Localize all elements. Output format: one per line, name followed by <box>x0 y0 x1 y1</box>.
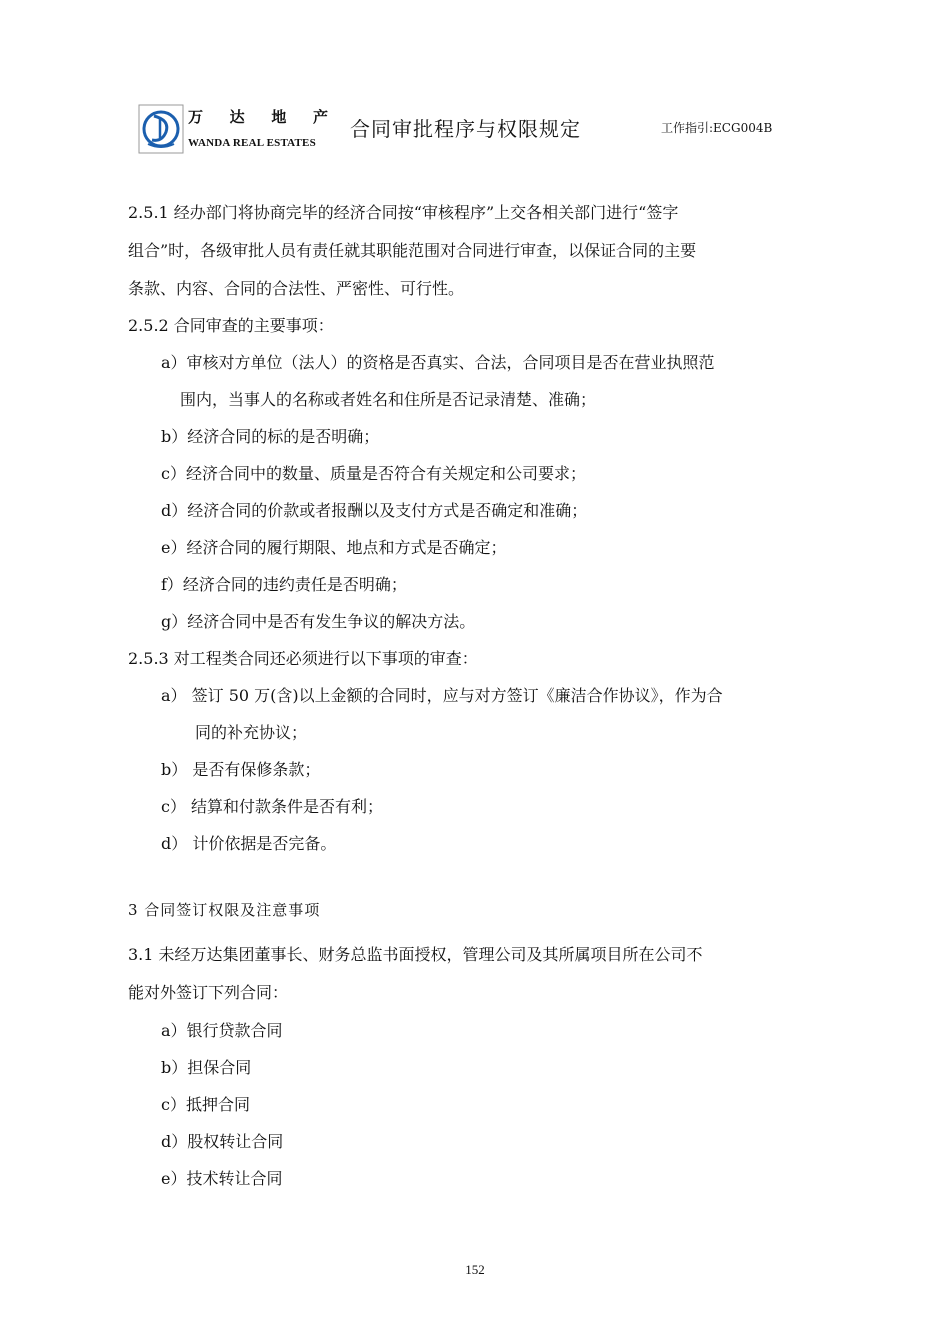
list-item-continuation: 围内，当事人的名称或者姓名和住所是否记录清楚、准确； <box>180 390 597 409</box>
paragraph-line: 组合”时，各级审批人员有责任就其职能范围对合同进行审查，以保证合同的主要 <box>128 241 697 260</box>
section-heading-2-5-3: 2.5.3 对工程类合同还必须进行以下事项的审查： <box>128 649 478 668</box>
list-item: a）审核对方单位（法人）的资格是否真实、合法，合同项目是否在营业执照范 <box>161 353 715 372</box>
brand-name-cn: 万 达 地 产 <box>188 108 328 126</box>
page-number: 152 <box>465 1262 485 1277</box>
section-heading-3: 3 合同签订权限及注意事项 <box>128 901 321 919</box>
page-header <box>138 104 818 160</box>
list-item: a）银行贷款合同 <box>161 1021 283 1040</box>
list-item: c） 结算和付款条件是否有利； <box>161 797 384 816</box>
document-code: 工作指引:ECG004B <box>661 121 773 135</box>
list-item: d） 计价依据是否完备。 <box>161 834 337 853</box>
list-item: d）股权转让合同 <box>161 1132 284 1151</box>
paragraph-line: 3.1 未经万达集团董事长、财务总监书面授权，管理公司及其所属项目所在公司不 <box>128 945 703 964</box>
paragraph-line: 条款、内容、合同的合法性、严密性、可行性。 <box>128 279 465 298</box>
list-item: e）经济合同的履行期限、地点和方式是否确定； <box>161 538 507 557</box>
list-item: c）抵押合同 <box>161 1095 250 1114</box>
paragraph-line: 能对外签订下列合同： <box>128 983 289 1002</box>
list-item: d）经济合同的价款或者报酬以及支付方式是否确定和准确； <box>161 501 588 520</box>
section-heading-2-5-2: 2.5.2 合同审查的主要事项： <box>128 316 334 335</box>
list-item: e）技术转让合同 <box>161 1169 283 1188</box>
list-item: g）经济合同中是否有发生争议的解决方法。 <box>161 612 476 631</box>
brand-name-en: WANDA REAL ESTATES <box>188 137 316 149</box>
list-item: b） 是否有保修条款； <box>161 760 321 779</box>
list-item-continuation: 同的补充协议； <box>195 723 308 742</box>
list-item: a） 签订 50 万(含)以上金额的合同时，应与对方签订《廉洁合作协议》，作为合 <box>161 686 723 705</box>
list-item: b）经济合同的标的是否明确； <box>161 427 380 446</box>
wanda-logo-icon <box>138 104 184 154</box>
list-item: c）经济合同中的数量、质量是否符合有关规定和公司要求； <box>161 464 586 483</box>
document-title: 合同审批程序与权限规定 <box>350 117 581 141</box>
list-item: b）担保合同 <box>161 1058 252 1077</box>
list-item: f）经济合同的违约责任是否明确； <box>161 575 407 594</box>
paragraph-line: 2.5.1 经办部门将协商完毕的经济合同按“审核程序”上交各相关部门进行“签字 <box>128 203 679 222</box>
